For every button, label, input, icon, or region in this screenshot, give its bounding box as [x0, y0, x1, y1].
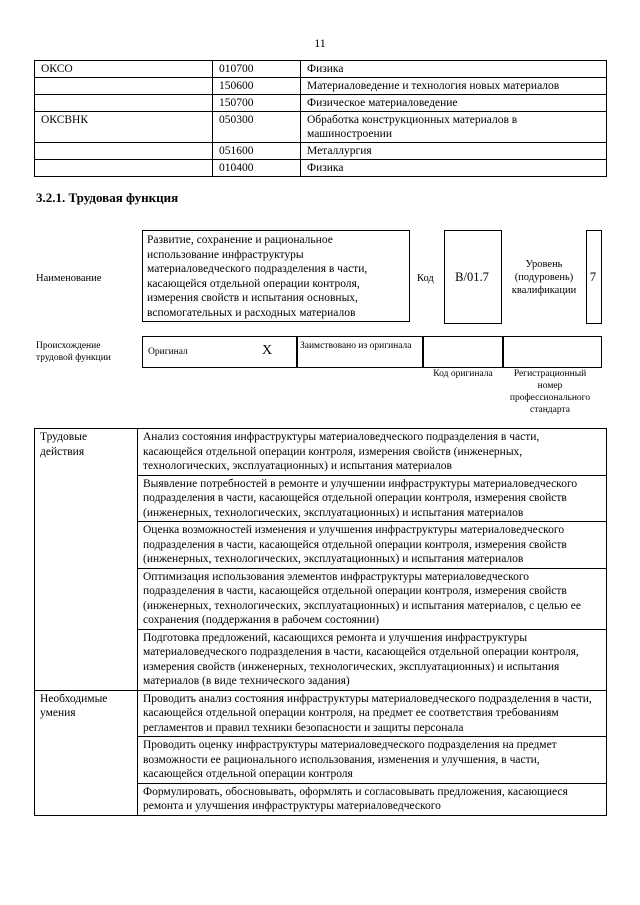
name-cell: Физическое материаловедение [301, 95, 607, 112]
page-number: 11 [314, 36, 326, 50]
text-cell: Формулировать, обосновывать, оформлять и согласовывать предложения, касающиеся ремонта и улучшения инфраструктуры материаловедческого [138, 783, 607, 815]
borrowed-label: Заимствовано из оригинала [300, 341, 412, 351]
table-row [35, 95, 607, 112]
table-row [35, 522, 607, 569]
reg-number-label: Регистрационный номер профессионального стандарта [509, 369, 591, 415]
name-cell: Обработка конструкционных материалов в машиностроении [301, 112, 607, 143]
category-cell: Необходимые умения [35, 690, 138, 737]
level-label: Уровень (подуровень) квалификации [511, 259, 577, 296]
code-label: Код [417, 273, 434, 284]
section-title: 3.2.1. Трудовая функция [36, 190, 179, 205]
code-cell: 050300 [213, 112, 301, 143]
code-cell: 150600 [213, 78, 301, 95]
level-value: 7 [589, 270, 597, 284]
text-cell: Анализ состояния инфраструктуры материаловедческого подразделения в части, касающейся отдельной операции контроля, измерения свойств (инженерных, технологических, эксплуатационных) и испытания материалов [138, 429, 607, 476]
table-row [35, 690, 607, 737]
text-cell: Подготовка предложений, касающихся ремонта и улучшения инфраструктуры материаловедческого подразделения в части, касающейся отдельной операции контроля, измерения свойств (инженерных, технологических, эксплуатационных) и испытания материалов (в виде технического задания) [138, 629, 607, 690]
original-label: Оригинал [148, 347, 188, 357]
classifier-cell: ОКСВНК [35, 112, 213, 143]
code-value: B/01.7 [455, 270, 489, 284]
code-cell: 010700 [213, 61, 301, 78]
table-row [35, 568, 607, 629]
classifier-cell: ОКСО [35, 61, 213, 78]
classifier-cell [35, 78, 213, 95]
table-row [35, 629, 607, 690]
category-cell: Трудовые действия [35, 429, 138, 476]
table-row [35, 160, 607, 177]
text-cell: Выявление потребностей в ремонте и улучшении инфраструктуры материаловедческого подразделения в части, касающейся отдельной операции контроля, измерения свойств (инженерных, технологических, эксплуатационных) и испытания материалов [138, 475, 607, 522]
category-cell [35, 522, 138, 569]
category-cell [35, 737, 138, 784]
category-cell [35, 475, 138, 522]
classifier-cell [35, 160, 213, 177]
name-cell: Физика [301, 160, 607, 177]
classifier-cell [35, 143, 213, 160]
text-cell: Оптимизация использования элементов инфраструктуры материаловедческого подразделения в части, касающейся отдельной операции контроля, измерения свойств (инженерных, технологических, эксплуатационных) и испытания материалов, с целью ее сохранения (поддержания в рабочем состоянии) [138, 568, 607, 629]
table-row [35, 475, 607, 522]
text-cell: Оценка возможностей изменения и улучшения инфраструктуры материаловедческого подразделения в части, касающейся отдельной операции контроля, измерения свойств (инженерных, технологических, эксплуатационных) и испытания материалов [138, 522, 607, 569]
code-cell: 051600 [213, 143, 301, 160]
category-cell [35, 783, 138, 815]
original-mark: X [262, 343, 273, 358]
code-original-label: Код оригинала [433, 369, 493, 379]
table-row [35, 112, 607, 143]
table-row [35, 783, 607, 815]
function-name-value: Развитие, сохранение и рациональное использование инфраструктуры материаловедческого подразделения в части, касающейся отдельной операции контроля, измерения свойств и испытания основных, вспомогательных и расходных материалов [142, 230, 410, 322]
actions-table [34, 428, 607, 816]
category-cell [35, 568, 138, 629]
category-cell [35, 629, 138, 690]
text-cell: Проводить анализ состояния инфраструктуры материаловедческого подразделения в части, касающейся отдельной операции контроля, на предмет ее соответствия требованиям регламентов и правил техники безопасности и защиты персонала [138, 690, 607, 737]
name-label: Наименование [36, 273, 102, 284]
table-row [35, 737, 607, 784]
reg-number-box [502, 336, 602, 368]
name-cell: Физика [301, 61, 607, 78]
code-cell: 150700 [213, 95, 301, 112]
table-row [35, 61, 607, 78]
origin-label: Происхождение трудовой функции [36, 341, 111, 363]
text-cell: Проводить оценку инфраструктуры материаловедческого подразделения на предмет возможности ее рационального использования, изменения и улучшения, в части, касающейся отдельной операции контроля [138, 737, 607, 784]
code-original-box [422, 336, 504, 368]
name-cell: Металлургия [301, 143, 607, 160]
code-cell: 010400 [213, 160, 301, 177]
name-cell: Материаловедение и технология новых материалов [301, 78, 607, 95]
table-row [35, 78, 607, 95]
table-row [35, 429, 607, 476]
codes-table [34, 60, 607, 177]
classifier-cell [35, 95, 213, 112]
table-row [35, 143, 607, 160]
